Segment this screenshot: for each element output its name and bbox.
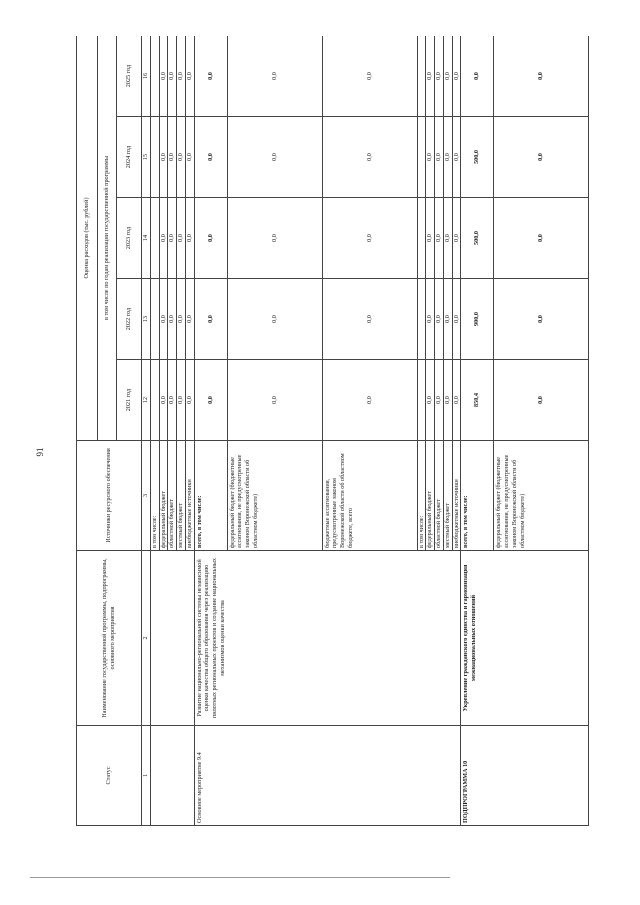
source-cell: внебюджетные источники — [452, 441, 461, 551]
value-cell: 500,0 — [461, 117, 494, 198]
column-number: 1 — [142, 726, 151, 826]
value-cell: 0,0 — [461, 36, 494, 117]
source-cell: федеральный бюджет — [426, 441, 435, 551]
value-cell: 500,0 — [461, 198, 494, 279]
source-cell: внебюджетные источники — [185, 441, 194, 551]
value-cell: 0,0 — [435, 198, 444, 279]
value-cell: 0,0 — [443, 117, 452, 198]
source-cell: федеральный бюджет (бюджетные ассигнования, не предусмотренные законом Воронежской области об областном бюджете) — [227, 441, 322, 551]
value-cell: 0,0 — [452, 198, 461, 279]
value-cell — [150, 360, 159, 441]
value-cell: 0,0 — [322, 279, 417, 360]
value-cell: 0,0 — [443, 360, 452, 441]
header-source: Источники ресурсного обеспечения — [77, 441, 142, 551]
value-cell: 0,0 — [185, 360, 194, 441]
value-cell: 0,0 — [177, 279, 186, 360]
value-cell: 0,0 — [426, 198, 435, 279]
value-cell: 0,0 — [435, 117, 444, 198]
header-name: Наименование государственной программы, подпрограммы, основного мероприятия — [77, 551, 142, 726]
value-cell: 0,0 — [227, 360, 322, 441]
source-cell: областной бюджет — [435, 441, 444, 551]
value-cell: 0,0 — [322, 360, 417, 441]
value-cell: 0,0 — [168, 117, 177, 198]
column-number: 16 — [142, 36, 151, 117]
source-cell: бюджетные ассигнования, предусмотренные законом Воронежской области об областном бюджете, всего — [322, 441, 417, 551]
value-cell — [417, 117, 426, 198]
value-cell: 0,0 — [426, 36, 435, 117]
value-cell: 0,0 — [168, 36, 177, 117]
value-cell: 0,0 — [322, 198, 417, 279]
status-cell: Основное мероприятие 9.4 — [194, 726, 461, 826]
value-cell: 0,0 — [494, 36, 589, 117]
source-cell: местный бюджет — [177, 441, 186, 551]
value-cell: 0,0 — [435, 279, 444, 360]
value-cell: 0,0 — [185, 279, 194, 360]
value-cell: 0,0 — [194, 36, 227, 117]
source-cell: в том числе: — [417, 441, 426, 551]
value-cell: 0,0 — [494, 117, 589, 198]
value-cell: 0,0 — [185, 117, 194, 198]
value-cell: 0,0 — [322, 36, 417, 117]
value-cell: 0,0 — [159, 117, 168, 198]
value-cell: 0,0 — [159, 360, 168, 441]
value-cell — [150, 279, 159, 360]
value-cell: 0,0 — [168, 198, 177, 279]
source-cell: всего, в том числе: — [461, 441, 494, 551]
source-cell: областной бюджет — [168, 441, 177, 551]
value-cell — [417, 360, 426, 441]
value-cell: 0,0 — [227, 279, 322, 360]
budget-table — [76, 36, 589, 826]
value-cell: 0,0 — [322, 117, 417, 198]
status-cell: ПОДПРОГРАММА 10 — [461, 726, 589, 826]
column-number: 15 — [142, 117, 151, 198]
value-cell: 0,0 — [177, 36, 186, 117]
value-cell: 0,0 — [494, 360, 589, 441]
value-cell: 0,0 — [443, 279, 452, 360]
column-number: 13 — [142, 279, 151, 360]
value-cell: 0,0 — [159, 36, 168, 117]
value-cell: 0,0 — [227, 36, 322, 117]
value-cell: 0,0 — [452, 279, 461, 360]
value-cell: 0,0 — [494, 198, 589, 279]
header-year: 2021 год — [117, 360, 142, 441]
value-cell: 0,0 — [194, 198, 227, 279]
source-cell: федеральный бюджет (бюджетные ассигнования, не предусмотренные законом Воронежской области об областном бюджете) — [494, 441, 589, 551]
value-cell: 0,0 — [227, 117, 322, 198]
value-cell: 0,0 — [426, 360, 435, 441]
header-year: 2024 год — [117, 117, 142, 198]
value-cell: 0,0 — [185, 36, 194, 117]
value-cell: 0,0 — [494, 279, 589, 360]
value-cell: 0,0 — [452, 360, 461, 441]
rotated-table-area — [76, 36, 603, 826]
value-cell: 850,4 — [461, 360, 494, 441]
footer-divider — [30, 877, 450, 878]
page-number: 91 — [35, 447, 45, 457]
source-cell: в том числе: — [150, 441, 159, 551]
value-cell: 0,0 — [435, 360, 444, 441]
empty-status-cell — [150, 726, 194, 826]
value-cell: 0,0 — [426, 279, 435, 360]
source-cell: федеральный бюджет — [159, 441, 168, 551]
header-estimate: Оценка расходов (тыс. рублей) — [77, 36, 98, 441]
value-cell — [417, 198, 426, 279]
header-year: 2023 год — [117, 198, 142, 279]
value-cell: 0,0 — [227, 198, 322, 279]
value-cell: 0,0 — [177, 117, 186, 198]
value-cell: 0,0 — [443, 198, 452, 279]
value-cell — [417, 36, 426, 117]
column-number: 3 — [142, 441, 151, 551]
header-year: 2025 год — [117, 36, 142, 117]
value-cell — [150, 36, 159, 117]
value-cell: 0,0 — [159, 279, 168, 360]
subprogram-name-cell: Укрепление гражданского единства и гармонизация межнациональных отношений — [461, 551, 589, 726]
header-year: 2022 год — [117, 279, 142, 360]
value-cell — [417, 279, 426, 360]
value-cell: 0,0 — [194, 117, 227, 198]
value-cell: 0,0 — [168, 279, 177, 360]
value-cell: 0,0 — [185, 198, 194, 279]
value-cell: 0,0 — [159, 198, 168, 279]
value-cell: 0,0 — [443, 36, 452, 117]
value-cell: 0,0 — [194, 360, 227, 441]
column-number: 14 — [142, 198, 151, 279]
header-by-years: в том числе по годам реализации государственной программы — [98, 36, 117, 441]
value-cell: 0,0 — [168, 360, 177, 441]
value-cell: 0,0 — [194, 279, 227, 360]
source-cell: всего, в том числе: — [194, 441, 227, 551]
value-cell: 0,0 — [426, 117, 435, 198]
value-cell: 0,0 — [177, 360, 186, 441]
column-number: 2 — [142, 551, 151, 726]
value-cell — [150, 117, 159, 198]
value-cell: 0,0 — [435, 36, 444, 117]
value-cell: 900,0 — [461, 279, 494, 360]
source-cell: местный бюджет — [443, 441, 452, 551]
value-cell: 0,0 — [452, 117, 461, 198]
event-name-cell: Развитие национально-региональной системы независимой оценки качества общего образования через реализацию пилотных региональных проектов и создание национальных механизмов оценки качества — [194, 551, 461, 726]
column-number: 12 — [142, 360, 151, 441]
value-cell — [150, 198, 159, 279]
empty-name-cell — [150, 551, 194, 726]
value-cell: 0,0 — [177, 198, 186, 279]
value-cell: 0,0 — [452, 36, 461, 117]
header-status: Статус — [77, 726, 142, 826]
rotated-page-content — [76, 36, 603, 826]
